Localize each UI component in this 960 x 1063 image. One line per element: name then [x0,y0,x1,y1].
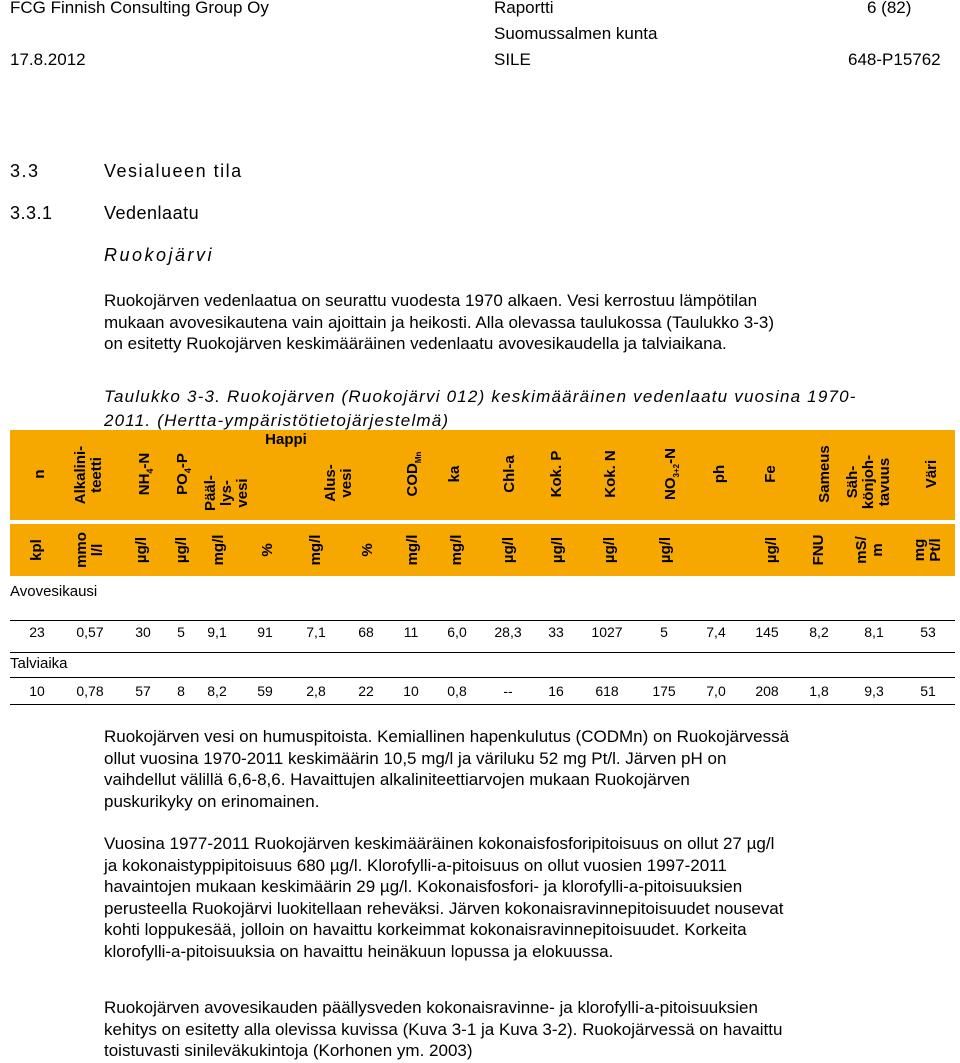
table-cell: 10 [29,683,45,699]
header-alusvesi [323,446,355,520]
body-paragraph-3 [104,997,954,1062]
body-line: toistuvasti sinileväkukintoja (Korhonen ym. 2003) [104,1041,473,1060]
header-ka: ka [446,465,463,483]
table-cell: 22 [358,683,374,699]
table-cell: 618 [595,683,619,699]
table-cell: 51 [920,683,936,699]
unit-mmol-line2: l/l [89,543,106,557]
header-sahkonjohtavuus-line1: Säh- [844,465,861,499]
unit-sahkonjohtavuus [854,525,886,575]
table-cell: 30 [135,624,151,640]
header-sahkonjohtavuus-line2: könjoh- [860,454,877,510]
header-alkaliniteetti-line1: Alkalini- [72,445,89,505]
unit-sahkonjohtavuus-line1: mS/ [853,536,870,564]
unit-no3: µg/l [657,536,674,564]
table-cell: -- [503,683,513,699]
header-date: 17.8.2012 [10,50,86,69]
unit-kokp: µg/l [549,536,566,564]
table-cell: 91 [257,624,273,640]
header-project-code: 648-P15762 [848,50,941,69]
header-alusvesi-line1: Alus- [322,464,339,502]
table-cell: 8,2 [809,624,829,640]
header-paallysvesi [203,456,251,530]
header-kok-n: Kok. N [602,450,619,498]
table-cell: 53 [920,624,936,640]
body-paragraph-1 [104,726,954,812]
unit-sameus: FNU [810,534,827,566]
header-client: Suomussalmen kunta [494,24,658,43]
intro-line: mukaan avovesikautena vain ajoittain ja heikosti. Alla olevassa taulukossa (Taulukko 3-3) [104,312,774,332]
unit-ka: mg/l [448,534,465,566]
unit-chla: µg/l [500,536,517,564]
table-cell: 10 [403,683,419,699]
subsection-title: Vedenlaatu [104,203,200,223]
header-happi: Happi [265,431,307,448]
body-line: Vuosina 1977-2011 Ruokojärven keskimääräinen kokonaisfosforipitoisuus on ollut 27 µg/l [104,834,775,853]
body-line: ja kokonaistyppipitoisuus 680 µg/l. Klorofylli-a-pitoisuus on ollut vuosien 1997-2011 [104,855,727,875]
table-cell: 9,1 [207,624,227,640]
body-paragraph-2 [104,833,954,962]
table-cell: 8,1 [864,624,884,640]
table-cell: 0,8 [447,683,467,699]
unit-nh4: µg/l [133,536,150,564]
header-codmn: $COD_{Mn}$ [404,451,423,497]
subsection-number: 3.3.1 [10,203,53,223]
table-cell: 2,8 [306,683,326,699]
table-cell: 33 [548,624,564,640]
lake-heading: Ruokojärvi [104,245,215,265]
section-title: Vesialueen tila [104,161,243,181]
header-fe: Fe [762,465,779,483]
table-cell: 1,8 [809,683,829,699]
caption-line: 2011. (Hertta-ympäristötietojärjestelmä) [104,411,450,430]
table-cell: 5 [177,624,185,640]
table-cell: 208 [755,683,779,699]
header-paallysvesi-line3: vesi [234,478,251,508]
header-paallysvesi-line1: Pääl- [202,475,219,511]
unit-vari-line1: mg [911,538,928,562]
table-cell: 16 [548,683,564,699]
body-line: kehitys on esitetty alla olevissa kuvissa (Kuva 3-1 ja Kuva 3-2). Ruokojärvessä on havaittu [104,1019,783,1039]
header-sahkonjohtavuus [845,440,893,524]
intro-paragraph [104,290,954,355]
caption-line: Taulukko 3-3. Ruokojärven (Ruokojärvi 012) keskimääräinen vedenlaatu vuosina 1970- [104,387,857,406]
unit-cod: mg/l [404,534,421,566]
unit-po4: µg/l [173,536,190,564]
unit-paal-pct: % [259,543,276,557]
header-kok-p: Kok. P [548,450,565,498]
unit-kpl: kpl [28,539,45,561]
header-no3-n: $NO_{3+2}-N$ [662,448,681,500]
table-cell: 145 [755,624,779,640]
body-line: kohti loppukesää, jolloin on havaittu korkeimmat kokonaisravinnepitoisuudet. Korkeita [104,920,747,939]
header-ph: ph [711,464,728,484]
unit-kokn: µg/l [601,536,618,564]
unit-alus-pct: % [359,543,376,557]
header-page-number: 6 (82) [867,0,912,17]
header-chl-a: Chl-a [501,455,518,493]
table-cell: 175 [652,683,676,699]
body-line: perusteella Ruokojärvi luokitellaan reheväksi. Järven kokonaisravinnepitoisuudet nousevat [104,898,784,918]
table-cell: 28,3 [494,624,522,640]
body-line: klorofylli-a-pitoisuuksia on havaittu heinäkuun lopussa ja elokuussa. [104,941,614,961]
row-bottom-border [10,652,955,653]
unit-mmol [74,525,106,575]
header-paallysvesi-line2: lys- [218,480,235,506]
body-line: Ruokojärven vesi on humuspitoista. Kemiallinen hapenkulutus (CODMn) on Ruokojärvessä [104,727,790,746]
period-label-winter: Talviaika [10,655,68,672]
row-top-border [10,677,955,678]
table-cell: 68 [358,624,374,640]
header-alusvesi-line2: vesi [338,468,355,498]
table-cell: 0,78 [76,683,104,699]
table-cell: 23 [29,624,45,640]
table-cell: 59 [257,683,273,699]
header-nh4-n: $NH_4-N$ [136,452,155,496]
header-sameus: Sameus [816,445,833,503]
table-cell: 0,57 [76,624,104,640]
body-line: ollut vuosina 1970-2011 keskimäärin 10,5 mg/l ja väriluku 52 mg Pt/l. Järven pH on [104,748,727,768]
table-cell: 8 [177,683,185,699]
table-cell: 5 [660,624,668,640]
body-line: Ruokojärven avovesikauden päällysveden kokonaisravinne- ja klorofylli-a-pitoisuuksien [104,998,758,1017]
unit-alus-mg: mg/l [307,534,324,566]
table-caption [104,385,954,433]
header-report-type: Raportti [494,0,554,17]
table-cell: 57 [135,683,151,699]
header-sahkonjohtavuus-line3: tavuus [876,457,893,507]
unit-paal-mg: mg/l [210,534,227,566]
header-client-unit: SILE [494,50,531,69]
row-top-border [10,620,955,621]
table-cell: 8,2 [207,683,227,699]
intro-line: Ruokojärven vedenlaatua on seurattu vuodesta 1970 alkaen. Vesi kerrostuu lämpötilan [104,291,758,310]
body-line: puskurikyky on erinomainen. [104,791,320,811]
row-bottom-border [10,704,955,705]
body-line: havaintojen mukaan keskimäärin 29 µg/l. Kokonaisfosfori- ja klorofylli-a-pitoisuuksien [104,877,743,896]
period-label-open-water: Avovesikausi [10,583,98,600]
table-cell: 1027 [591,624,623,640]
header-company: FCG Finnish Consulting Group Oy [10,0,269,17]
table-cell: 7,4 [706,624,726,640]
unit-fe: µg/l [763,536,780,564]
intro-line: on esitetty Ruokojärven keskimääräinen vedenlaatu avovesikaudella ja talviaikana. [104,334,727,353]
unit-vari-line2: Pt/l [927,538,944,562]
header-alkaliniteetti-line2: teetti [88,457,105,493]
header-n: n [31,469,48,479]
header-vari: Väri [923,459,940,489]
header-alkaliniteetti [73,430,107,520]
table-cell: 7,1 [306,624,326,640]
unit-sahkonjohtavuus-line2: m [869,543,886,557]
table-cell: 7,0 [706,683,726,699]
unit-mmol-line1: mmo [73,532,90,568]
section-number: 3.3 [10,161,40,181]
unit-vari [912,525,944,575]
table-cell: 9,3 [864,683,884,699]
header-po4-p: $PO_4-P$ [174,453,193,495]
body-line: vaihdellut välillä 6,6-8,6. Havaittujen alkaliniteettiarvojen mukaan Ruokojärven [104,770,690,789]
table-cell: 11 [403,624,419,640]
table-cell: 6,0 [447,624,467,640]
